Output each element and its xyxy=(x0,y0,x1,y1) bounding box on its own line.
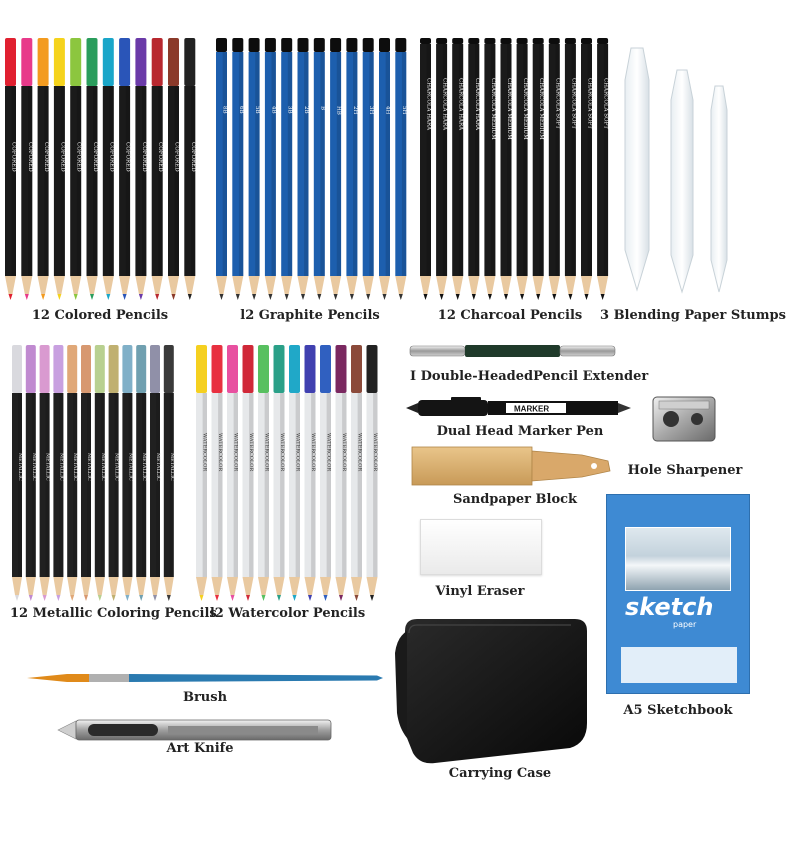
charcoal-pencil-4 xyxy=(468,38,480,300)
metallic-pencil-label-6: METALLIC xyxy=(86,453,92,481)
sketchbook-sub: paper xyxy=(673,620,697,629)
metallic-pencil-10 xyxy=(136,345,147,601)
colored-pencil-2 xyxy=(21,38,33,300)
colored-pencil-label-12: COFORED xyxy=(189,142,196,172)
art-knife-label: Art Knife xyxy=(166,741,234,756)
watercolor-pencil-label-3: WATERCOLOR xyxy=(232,433,239,472)
graphite-pencil-label-2: 6B xyxy=(237,106,244,114)
metallic-pencil-label-12: METALLIC xyxy=(168,453,175,481)
charcoal-pencil-7 xyxy=(517,38,529,300)
colored-pencil-label-2: COFORED xyxy=(26,142,33,172)
graphite-pencil-label-11: 4H xyxy=(384,106,391,115)
colored-pencil-5 xyxy=(70,38,82,300)
graphite-pencil-9 xyxy=(346,38,358,300)
graphite-pencil-8 xyxy=(330,38,342,300)
stump-large xyxy=(625,48,649,290)
colored-pencil-8 xyxy=(119,38,131,300)
metallic-pencil-3 xyxy=(40,345,51,601)
graphite-pencil-5 xyxy=(281,38,293,300)
sketchbook-label: A5 Sketchbook xyxy=(623,703,733,718)
colored-pencil-11 xyxy=(168,38,180,300)
brush-label: Brush xyxy=(182,690,228,705)
art-knife xyxy=(58,717,338,743)
watercolor-pencil-2 xyxy=(212,345,224,601)
marker-pen xyxy=(406,397,631,419)
graphite-pencil-label-3: 5B xyxy=(254,106,261,114)
pencil-extender xyxy=(410,343,615,359)
graphite-pencil-6 xyxy=(298,38,310,300)
colored-pencil-label-9: COFORED xyxy=(140,142,147,172)
watercolor-pencil-label-10: WATERCOLOR xyxy=(341,433,347,472)
watercolor-pencil-label-6: WATERCOLOR xyxy=(279,433,285,472)
watercolor-pencil-9 xyxy=(320,345,332,601)
watercolor-pencil-label-7: WATERCOLOR xyxy=(294,433,301,472)
charcoal-pencil-label-8: CHARCOLA MEDIUM xyxy=(538,78,545,140)
metallic-pencil-12 xyxy=(164,345,175,601)
brush xyxy=(27,671,387,685)
graphite-pencil-label-9: 2H xyxy=(351,106,358,115)
watercolor-pencil-11 xyxy=(351,345,363,601)
watercolor-pencil-label-9: WATERCOLOR xyxy=(325,433,332,472)
carrying-case xyxy=(395,613,590,768)
watercolor-pencil-label-12: WATERCOLOR xyxy=(372,433,378,472)
metallic-pencil-8 xyxy=(109,345,120,601)
metallic-pencil-6 xyxy=(81,345,92,601)
vinyl-eraser-label: Vinyl Eraser xyxy=(435,584,525,599)
colored-pencil-6 xyxy=(87,38,99,300)
metallic-pencils xyxy=(8,345,183,603)
metallic-pencil-label-11: METALLIC xyxy=(155,453,161,481)
colored-pencil-9 xyxy=(135,38,147,300)
watercolor-pencils-label: l2 Watercolor Pencils xyxy=(209,606,366,621)
charcoal-pencil-label-12: CHARCOLA SOFT xyxy=(602,78,609,129)
stump-small xyxy=(711,86,727,292)
charcoal-pencil-6 xyxy=(501,38,513,300)
charcoal-pencil-8 xyxy=(533,38,545,300)
watercolor-pencil-12 xyxy=(367,345,379,601)
graphite-pencil-2 xyxy=(232,38,244,300)
graphite-pencil-4 xyxy=(265,38,277,300)
colored-pencil-label-1: COFORED xyxy=(10,142,17,172)
blending-stumps xyxy=(615,40,745,300)
charcoal-pencils xyxy=(416,38,616,303)
metallic-pencil-label-5: METALLIC xyxy=(72,453,79,481)
metallic-pencil-2 xyxy=(26,345,37,601)
watercolor-pencil-label-5: WATERCOLOR xyxy=(263,433,270,472)
metallic-pencil-1 xyxy=(12,345,23,601)
watercolor-pencil-1 xyxy=(196,345,208,601)
sandpaper-block-label: Sandpaper Block xyxy=(452,492,578,507)
colored-pencil-label-10: COFORED xyxy=(157,142,164,172)
charcoal-pencil-label-6: CHARCOLA MEDIUM xyxy=(506,78,512,140)
graphite-pencil-label-1: 8B xyxy=(221,106,228,114)
colored-pencil-label-5: COFORED xyxy=(75,142,82,172)
metallic-pencil-label-2: METALLIC xyxy=(30,453,37,481)
charcoal-pencil-label-11: CHARCOLA SOFT xyxy=(586,78,593,129)
charcoal-pencil-2 xyxy=(436,38,448,300)
metallic-pencil-label-4: METALLIC xyxy=(58,453,65,481)
marker-brand: MARKER xyxy=(514,404,550,414)
colored-pencil-label-7: COFORED xyxy=(108,142,115,172)
graphite-pencil-3 xyxy=(249,38,261,300)
charcoal-pencil-9 xyxy=(549,38,561,300)
metallic-pencil-9 xyxy=(122,345,133,601)
watercolor-pencil-label-8: WATERCOLOR xyxy=(310,433,316,472)
charcoal-pencil-12 xyxy=(597,38,609,300)
colored-pencils xyxy=(0,38,200,303)
metallic-pencil-5 xyxy=(67,345,78,601)
colored-pencil-4 xyxy=(54,38,66,300)
graphite-pencils-label: l2 Graphite Pencils xyxy=(240,308,380,323)
charcoal-pencil-label-9: CHARCOLA SOFT xyxy=(554,78,561,129)
pencil-extender-label: I Double-HeadedPencil Extender xyxy=(410,369,649,384)
metallic-pencil-label-1: METALLIC xyxy=(17,453,23,481)
charcoal-pencil-label-4: CHARCOLA HARA xyxy=(473,78,480,131)
charcoal-pencil-label-7: CHARCOLA MEDIUM xyxy=(522,78,529,140)
charcoal-pencil-label-10: CHARCOLA SOFT xyxy=(570,78,577,129)
charcoal-pencil-label-2: CHARCOLA HARA xyxy=(441,78,448,131)
carrying-case-label: Carrying Case xyxy=(448,766,552,781)
charcoal-pencil-11 xyxy=(581,38,593,300)
metallic-pencil-label-10: METALLIC xyxy=(141,453,148,481)
charcoal-pencil-3 xyxy=(452,38,464,300)
graphite-pencil-label-5: 3B xyxy=(286,106,293,114)
colored-pencil-1 xyxy=(5,38,17,300)
charcoal-pencil-label-1: CHARCOLA HARA xyxy=(425,78,432,131)
stump-medium xyxy=(671,70,693,292)
watercolor-pencils xyxy=(192,345,382,603)
graphite-pencil-label-4: 4B xyxy=(270,106,277,114)
sketchbook xyxy=(606,494,750,694)
watercolor-pencil-label-1: WATERCOLOR xyxy=(201,433,208,472)
sketchbook-cover-image xyxy=(625,527,731,591)
graphite-pencil-10 xyxy=(363,38,375,300)
graphite-pencil-1 xyxy=(216,38,228,300)
charcoal-pencil-label-3: CHARCOLA HARA xyxy=(457,78,464,131)
graphite-pencil-label-12: 5H xyxy=(400,106,407,115)
hole-sharpener xyxy=(649,393,719,445)
colored-pencil-3 xyxy=(38,38,50,300)
charcoal-pencil-label-5: CHARCOLA MEDIUM xyxy=(489,78,496,140)
watercolor-pencil-10 xyxy=(336,345,348,601)
metallic-pencil-4 xyxy=(53,345,64,601)
graphite-pencil-11 xyxy=(379,38,391,300)
vinyl-eraser xyxy=(420,519,542,575)
colored-pencil-label-11: COFORED xyxy=(173,142,180,172)
metallic-pencil-label-8: METALLIC xyxy=(113,453,120,481)
colored-pencil-12 xyxy=(184,38,196,300)
graphite-pencil-label-8: HB xyxy=(335,106,342,115)
graphite-pencil-label-7: B xyxy=(319,106,326,111)
graphite-pencil-label-10: 3H xyxy=(368,106,375,115)
colored-pencil-7 xyxy=(103,38,115,300)
colored-pencil-label-8: COFORED xyxy=(124,142,131,172)
colored-pencil-label-4: COFORED xyxy=(59,142,66,172)
watercolor-pencil-label-4: WATERCOLOR xyxy=(248,433,254,472)
graphite-pencil-12 xyxy=(395,38,407,300)
watercolor-pencil-4 xyxy=(243,345,255,601)
charcoal-pencil-10 xyxy=(565,38,577,300)
charcoal-pencils-label: 12 Charcoal Pencils xyxy=(437,308,583,323)
colored-pencil-label-3: COFORED xyxy=(43,142,50,172)
colored-pencils-label: 12 Colored Pencils xyxy=(31,308,169,323)
watercolor-pencil-7 xyxy=(289,345,301,601)
charcoal-pencil-1 xyxy=(420,38,432,300)
charcoal-pencil-5 xyxy=(484,38,496,300)
graphite-pencil-7 xyxy=(314,38,326,300)
sketchbook-brand: sketch xyxy=(625,593,714,621)
watercolor-pencil-5 xyxy=(258,345,270,601)
metallic-pencil-label-3: METALLIC xyxy=(44,453,51,481)
watercolor-pencil-3 xyxy=(227,345,239,601)
hole-sharpener-label: Hole Sharpener xyxy=(627,463,743,478)
marker-pen-label: Dual Head Marker Pen xyxy=(436,424,604,439)
metallic-pencils-label: 12 Metallic Coloring Pencils xyxy=(10,606,217,621)
sandpaper-block xyxy=(412,447,612,487)
blending-stumps-label: 3 Blending Paper Stumps xyxy=(600,308,786,323)
graphite-pencils xyxy=(212,38,412,303)
graphite-pencil-label-6: 2B xyxy=(303,106,309,114)
colored-pencil-10 xyxy=(152,38,164,300)
watercolor-pencil-8 xyxy=(305,345,317,601)
watercolor-pencil-label-11: WATERCOLOR xyxy=(356,433,363,472)
watercolor-pencil-6 xyxy=(274,345,286,601)
metallic-pencil-7 xyxy=(95,345,106,601)
metallic-pencil-label-7: METALLIC xyxy=(99,453,106,481)
metallic-pencil-label-9: METALLIC xyxy=(127,453,134,481)
metallic-pencil-11 xyxy=(150,345,161,601)
colored-pencil-label-6: COFORED xyxy=(92,142,98,172)
watercolor-pencil-label-2: WATERCOLOR xyxy=(217,433,223,472)
sketchbook-info-panel xyxy=(621,647,737,683)
